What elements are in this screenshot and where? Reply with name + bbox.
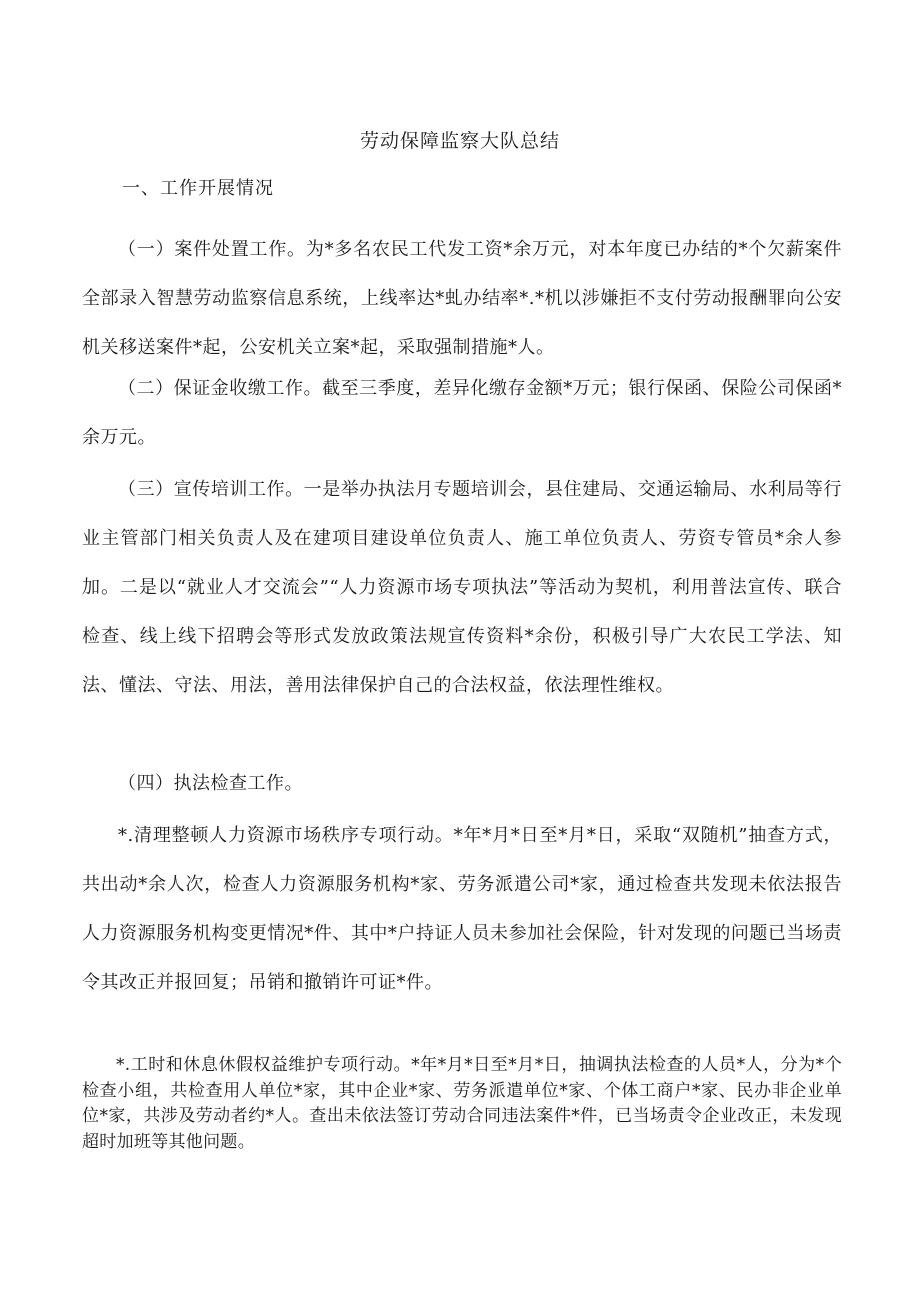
paragraph-inspection-heading: （四）执法检查工作。 bbox=[118, 773, 303, 794]
paragraph-case-handling: （一）案件处置工作。为*多名农民工代发工资*余万元，对本年度已办结的*个欠薪案件全部录入智慧劳动监察信息系统，上线率达*虬办结率*.*机以涉嫌拒不支付劳动报酬罪向公安机关移送案件*起，公安机关立案*起，采取强制措施*人。 bbox=[82, 239, 842, 358]
paragraph-publicity-training: （三）宣传培训工作。一是举办执法月专题培训会，县住建局、交通运输局、水利局等行业主管部门相关负责人及在建项目建设单位负责人、施工单位负责人、劳资专管员*余人参加。二是以“就业人才交流会”“人力资源市场专项执法”等活动为契机，利用普法宣传、联合检查、线上线下招聘会等形式发放政策法规宣传资料*余份，积极引导广大农民工学法、知法、懂法、守法、用法，善用法律保护自己的合法权益，依法理性维权。 bbox=[82, 479, 842, 696]
paragraph-working-hours: *.工时和休息休假权益维护专项行动。*年*月*日至*月*日，抽调执法检查的人员*人，分为*个检查小组，共检查用人单位*家，其中企业*家、劳务派遣单位*家、个体工商户*家、民办非企业单位*家，共涉及劳动者约*人。查出未依法签订劳动合同违法案件*件，已当场责令企业改正，未发现超时加班等其他问题。 bbox=[82, 1055, 842, 1152]
paragraph-deposit-collection: （二）保证金收缴工作。截至三季度，差异化缴存金额*万元；银行保函、保险公司保函*余万元。 bbox=[82, 378, 842, 448]
document-title: 劳动保障监察大队总结 bbox=[359, 130, 560, 152]
paragraph-market-rectification: *.清理整顿人力资源市场秩序专项行动。*年*月*日至*月*日，采取“双随机”抽查方式，共出动*余人次，检查人力资源服务机构*家、劳务派遣公司*家，通过检查共发现未依法报告人力资源服务机构变更情况*件、其中*户持证人员未参加社会保险，针对发现的问题已当场责令其改正并报回复；吊销和撤销许可证*件。 bbox=[82, 825, 842, 993]
section-heading: 一、工作开展情况 bbox=[122, 178, 274, 199]
